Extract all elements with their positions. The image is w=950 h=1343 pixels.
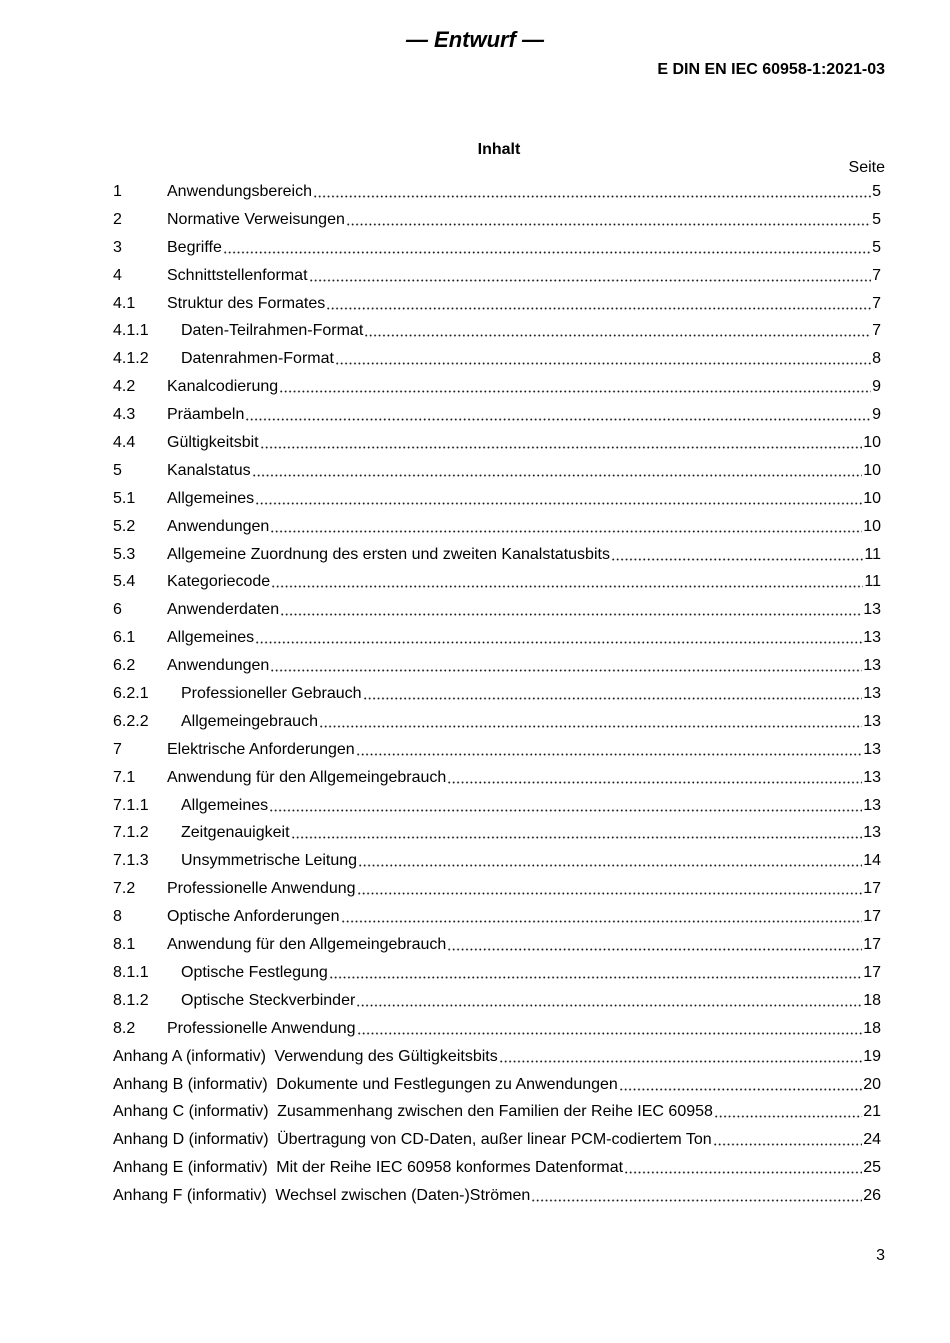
toc-entry-title: Kategoriecode — [167, 573, 271, 591]
toc-entry-number: 7.1.1 — [113, 796, 149, 814]
toc-entry-number: 4.2 — [113, 378, 136, 396]
dot-leader — [313, 178, 871, 206]
toc-annex-title: Wechsel zwischen (Daten-)Strömen — [275, 1187, 531, 1205]
dot-leader — [531, 1182, 862, 1210]
dot-leader — [252, 457, 863, 485]
toc-entry-page: 5 — [872, 183, 881, 200]
toc-entry-page: 9 — [872, 378, 881, 396]
dot-leader — [619, 1071, 862, 1099]
toc-entry-title: Gültigkeitsbit — [167, 434, 259, 452]
page-column-label: Seite — [848, 159, 885, 176]
toc-entry-page: 13 — [863, 601, 881, 619]
toc-entry — [113, 708, 881, 736]
toc-entry-number: 5.2 — [113, 517, 136, 535]
toc-annex-label: Anhang A (informativ) — [113, 1047, 266, 1065]
toc-entry — [113, 680, 881, 708]
toc-entry-title: Anwenderdaten — [167, 601, 280, 619]
dot-leader — [713, 1126, 863, 1154]
dot-leader — [357, 875, 863, 903]
toc-entry-page: 13 — [863, 685, 881, 703]
toc-entry-page: 9 — [872, 406, 881, 424]
toc-entry — [113, 429, 881, 457]
toc-entry-page: 7 — [872, 294, 881, 312]
toc-entry-page: 7 — [872, 266, 881, 284]
toc-annex-label: Anhang C (informativ) — [113, 1103, 269, 1121]
toc-entry-title: Unsymmetrische Leitung — [181, 852, 358, 870]
toc-annex-label: Anhang E (informativ) — [113, 1159, 268, 1177]
toc-entry-title: Allgemeingebrauch — [181, 712, 318, 730]
toc-entry-page: 5 — [872, 238, 881, 256]
dot-leader — [269, 792, 862, 820]
toc-entry-page: 11 — [864, 545, 881, 563]
dot-leader — [271, 568, 863, 596]
toc-entry-page: 13 — [863, 629, 881, 647]
document-id: E DIN EN IEC 60958-1:2021-03 — [657, 61, 885, 78]
toc-entry — [113, 987, 881, 1015]
dot-leader — [245, 401, 871, 429]
toc-annex-label: Anhang D (informativ) — [113, 1131, 269, 1149]
toc-entry-number: 7.1 — [113, 768, 136, 786]
toc-entry-title: Schnittstellenformat — [167, 266, 308, 284]
toc-annex-page: 26 — [863, 1187, 881, 1205]
toc-entry-number: 5.3 — [113, 545, 136, 563]
dot-leader — [319, 708, 862, 736]
toc-entry-number: 5.4 — [113, 573, 136, 591]
toc-entry — [113, 847, 881, 875]
toc-entry-page: 14 — [863, 852, 881, 870]
toc-annex-entry — [113, 1126, 881, 1154]
toc-entry — [113, 959, 881, 987]
toc-entry — [113, 206, 881, 234]
toc-entry — [113, 373, 881, 401]
toc-entry-number: 8.1.1 — [113, 963, 149, 981]
toc-entry-number: 8.1 — [113, 936, 136, 954]
toc-entry-title: Begriffe — [167, 238, 222, 256]
toc-entry — [113, 541, 881, 569]
toc-entry-number: 6.1 — [113, 629, 136, 647]
toc-entry-title: Anwendung für den Allgemeingebrauch — [167, 768, 447, 786]
toc-entry-page: 10 — [863, 434, 881, 452]
toc-entry — [113, 875, 881, 903]
toc-entry-title: Allgemeines — [181, 796, 269, 814]
toc-entry — [113, 1015, 881, 1043]
toc-entry — [113, 485, 881, 513]
toc-entry-title: Datenrahmen-Format — [181, 350, 334, 368]
dot-leader — [309, 262, 872, 290]
dot-leader — [326, 290, 871, 318]
dot-leader — [364, 317, 871, 345]
toc-annex-entry — [113, 1043, 881, 1071]
toc-entry-number: 4.4 — [113, 434, 136, 452]
toc-entry-number: 1 — [113, 183, 122, 200]
toc-entry — [113, 234, 881, 262]
toc-entry — [113, 513, 881, 541]
dot-leader — [255, 485, 862, 513]
toc-entry-number: 7 — [113, 740, 122, 758]
dot-leader — [279, 373, 871, 401]
toc-entry — [113, 819, 881, 847]
page-number: 3 — [876, 1247, 885, 1264]
toc-entry-number: 2 — [113, 210, 122, 228]
toc-entry-page: 8 — [872, 350, 881, 368]
toc-entry-title: Professionelle Anwendung — [167, 880, 356, 898]
toc-entry-number: 7.1.2 — [113, 824, 149, 842]
toc-entry-number: 8.1.2 — [113, 991, 149, 1009]
dot-leader — [447, 764, 862, 792]
toc-list — [113, 178, 881, 1210]
dot-leader — [357, 1015, 863, 1043]
toc-entry-number: 5 — [113, 461, 122, 479]
dot-leader — [335, 345, 871, 373]
toc-entry-page: 10 — [863, 517, 881, 535]
toc-entry — [113, 596, 881, 624]
toc-entry-page: 18 — [863, 1019, 881, 1037]
toc-entry-title: Optische Festlegung — [181, 963, 328, 981]
toc-annex-entry — [113, 1098, 881, 1126]
toc-annex-page: 24 — [863, 1131, 881, 1149]
dot-leader — [341, 903, 863, 931]
toc-entry-page: 13 — [863, 712, 881, 730]
toc-annex-title: Verwendung des Gültigkeitsbits — [274, 1047, 498, 1065]
dot-leader — [714, 1098, 862, 1126]
toc-entry — [113, 178, 881, 206]
toc-entry-number: 4 — [113, 266, 122, 284]
toc-entry-title: Professioneller Gebrauch — [181, 685, 362, 703]
dot-leader — [270, 513, 862, 541]
toc-entry-number: 8 — [113, 908, 122, 926]
toc-entry-number: 7.1.3 — [113, 852, 149, 870]
toc-entry-number: 5.1 — [113, 489, 136, 507]
toc-entry-page: 13 — [863, 824, 881, 842]
dot-leader — [291, 819, 863, 847]
toc-entry-number: 6 — [113, 601, 122, 619]
dot-leader — [499, 1043, 862, 1071]
dot-leader — [363, 680, 863, 708]
toc-entry-page: 17 — [863, 936, 881, 954]
dot-leader — [447, 931, 862, 959]
toc-annex-page: 19 — [863, 1047, 881, 1065]
toc-entry-title: Daten-Teilrahmen-Format — [181, 322, 364, 340]
toc-annex-page: 25 — [863, 1159, 881, 1177]
toc-entry-page: 13 — [863, 740, 881, 758]
toc-entry-title: Optische Anforderungen — [167, 908, 340, 926]
toc-entry-title: Anwendungen — [167, 657, 270, 675]
toc-entry-number: 4.3 — [113, 406, 136, 424]
toc-entry-number: 4.1 — [113, 294, 136, 312]
toc-entry-title: Anwendungen — [167, 517, 270, 535]
dot-leader — [611, 541, 863, 569]
toc-entry-number: 4.1.1 — [113, 322, 149, 340]
toc-entry — [113, 903, 881, 931]
toc-entry-title: Anwendungsbereich — [167, 183, 312, 200]
toc-entry-page: 10 — [863, 461, 881, 479]
toc-entry-number: 6.2.1 — [113, 685, 149, 703]
toc-entry — [113, 792, 881, 820]
toc-entry — [113, 317, 881, 345]
toc-entry-number: 6.2 — [113, 657, 136, 675]
toc-entry-title: Präambeln — [167, 406, 245, 424]
toc-entry — [113, 764, 881, 792]
dot-leader — [329, 959, 862, 987]
toc-entry-title: Kanalstatus — [167, 461, 251, 479]
toc-entry-number: 8.2 — [113, 1019, 136, 1037]
toc-entry-title: Normative Verweisungen — [167, 210, 345, 228]
toc-heading: Inhalt — [477, 141, 521, 158]
dot-leader — [356, 736, 863, 764]
toc-entry-page: 13 — [863, 657, 881, 675]
toc-entry-title: Allgemeine Zuordnung des ersten und zweiten Kanalstatusbits — [167, 545, 610, 563]
toc-entry — [113, 345, 881, 373]
toc-entry-page: 18 — [863, 991, 881, 1009]
toc-annex-entry — [113, 1182, 881, 1210]
toc-annex-title: Übertragung von CD-Daten, außer linear PCM-codiertem Ton — [277, 1131, 712, 1149]
dot-leader — [260, 429, 863, 457]
toc-entry-title: Optische Steckverbinder — [181, 991, 356, 1009]
toc-entry-title: Elektrische Anforderungen — [167, 740, 355, 758]
toc-entry — [113, 652, 881, 680]
draft-label: — Entwurf — — [405, 27, 545, 52]
toc-entry-page: 7 — [872, 322, 881, 340]
toc-entry-title: Anwendung für den Allgemeingebrauch — [167, 936, 447, 954]
dot-leader — [624, 1154, 862, 1182]
toc-entry-title: Zeitgenauigkeit — [181, 824, 290, 842]
toc-entry-page: 10 — [863, 489, 881, 507]
toc-annex-label: Anhang F (informativ) — [113, 1187, 267, 1205]
dot-leader — [255, 624, 862, 652]
dot-leader — [280, 596, 862, 624]
toc-annex-label: Anhang B (informativ) — [113, 1075, 268, 1093]
dot-leader — [346, 206, 871, 234]
toc-annex-title: Dokumente und Festlegungen zu Anwendungen — [276, 1075, 618, 1093]
toc-annex-title: Mit der Reihe IEC 60958 konformes Datenformat — [276, 1159, 624, 1177]
toc-entry — [113, 931, 881, 959]
toc-entry-number: 7.2 — [113, 880, 136, 898]
toc-entry-page: 11 — [864, 573, 881, 591]
toc-entry-page: 13 — [863, 796, 881, 814]
toc-entry — [113, 401, 881, 429]
toc-annex-entry — [113, 1071, 881, 1099]
toc-entry-page: 5 — [872, 210, 881, 228]
toc-entry-page: 17 — [863, 963, 881, 981]
toc-entry — [113, 568, 881, 596]
dot-leader — [356, 987, 862, 1015]
toc-entry-number: 3 — [113, 238, 122, 256]
toc-annex-page: 21 — [863, 1103, 881, 1121]
toc-entry-page: 17 — [863, 880, 881, 898]
toc-annex-title: Zusammenhang zwischen den Familien der Reihe IEC 60958 — [277, 1103, 713, 1121]
dot-leader — [270, 652, 862, 680]
toc-entry-title: Kanalcodierung — [167, 378, 279, 396]
toc-entry-title: Professionelle Anwendung — [167, 1019, 356, 1037]
dot-leader — [358, 847, 862, 875]
toc-entry — [113, 736, 881, 764]
toc-annex-entry — [113, 1154, 881, 1182]
toc-entry-page: 13 — [863, 768, 881, 786]
toc-entry — [113, 624, 881, 652]
toc-entry-title: Allgemeines — [167, 489, 255, 507]
toc-entry-number: 6.2.2 — [113, 712, 149, 730]
toc-entry-title: Allgemeines — [167, 629, 255, 647]
toc-entry-page: 17 — [863, 908, 881, 926]
toc-entry — [113, 262, 881, 290]
toc-entry — [113, 457, 881, 485]
dot-leader — [223, 234, 871, 262]
toc-entry-title: Struktur des Formates — [167, 294, 326, 312]
toc-entry-number: 4.1.2 — [113, 350, 149, 368]
toc-entry — [113, 290, 881, 318]
toc-annex-page: 20 — [863, 1075, 881, 1093]
